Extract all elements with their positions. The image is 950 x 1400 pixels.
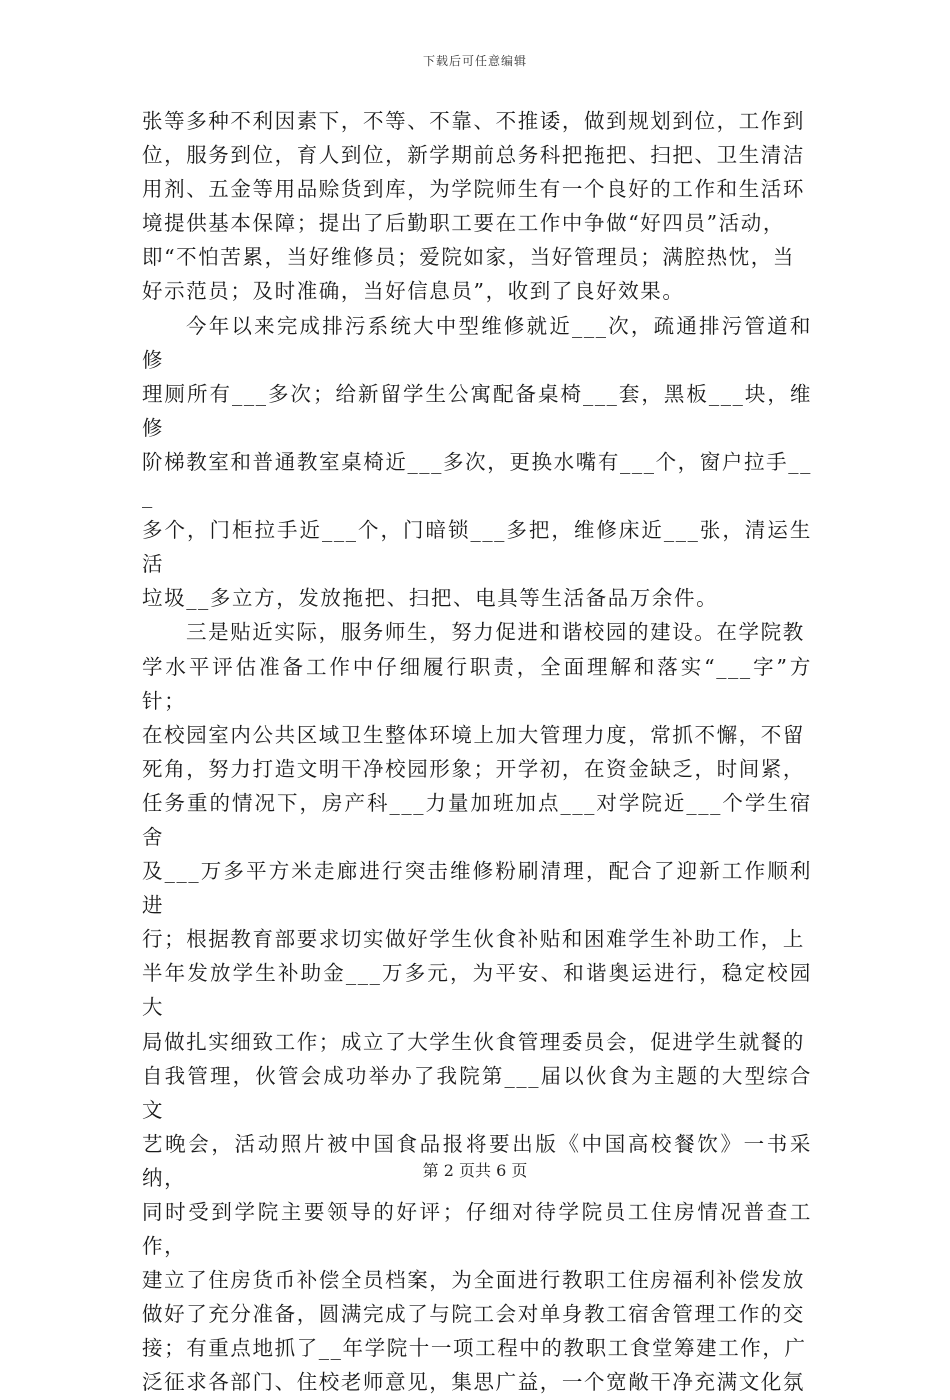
paragraph-maintenance-stats: 今年以来完成排污系统大中型维修就近___次，疏通排污管道和修 理厕所有___多次；给新留学生公寓配备桌椅___套，黑板___块，维修 阶梯教室和普通教室桌椅近___多次，更换水嘴有___个，窗户拉手___ 多个，门柜拉手近___个，门暗锁___多把，维修床近___张，清运生活 垃圾__多立方，发放拖把、扫把、电具等生活备品万余件。 [142, 313, 812, 611]
paragraph-harmonious-campus: 三是贴近实际，服务师生，努力促进和谐校园的建设。在学院教 学水平评估准备工作中仔细履行职责，全面理解和落实“___字”方针； 在校园室内公共区域卫生整体环境上加大管理力度，常抓不懈，不留 死角，努力打造文明干净校园形象；开学初，在资金缺乏，时间紧， 任务重的情况下，房产科___力量加班加点___对学院近___个学生宿舍 及___万多平方米走廊进行突击维修粉刷清理，配合了迎新工作顺利进 行；根据教育部要求切实做好学生伙食补贴和困难学生补助工作，上 半年发放学生补助金___万多元，为平安、和谐奥运进行，稳定校园大 局做扎实细致工作；成立了大学生伙食管理委员会，促进学生就餐的 自我管理，伙管会成功举办了我院第___届以伙食为主题的大型综合文 艺晚会，活动照片被中国食品报将要出版《中国高校餐饮》一书采纳， 同时受到学院主要领导的好评；仔细对待学院员工住房情况普查工作， 建立了住房货币补偿全员档案，为全面进行教职工住房福利补偿发放 做好了充分准备，圆满完成了与院工会对单身教工宿舍管理工作的交 接；有重点地抓了__年学院十一项工程中的教职工食堂筹建工作，广 泛征求各部门、住校老师意见，集思广益，一个宽敞干净充满文化氛 [142, 620, 812, 1395]
paragraph-continuation: 张等多种不利因素下，不等、不靠、不推诿，做到规划到位，工作到 位，服务到位，育人到位，新学期前总务科把拖把、扫把、卫生清洁 用剂、五金等用品赊货到库，为学院师生有一个良好的工作和生活环 境提供基本保障；提出了后勤职工要在工作中争做“好四员”活动， 即“不怕苦累，当好维修员；爱院如家，当好管理员；满腔热忱，当 好示范员；及时准确，当好信息员”，收到了良好效果。 [142, 109, 805, 304]
document-body [142, 104, 812, 1400]
page-number: 第 2 页共 6 页 [422, 1161, 528, 1180]
page-header: 下载后可任意编辑 [422, 54, 527, 68]
